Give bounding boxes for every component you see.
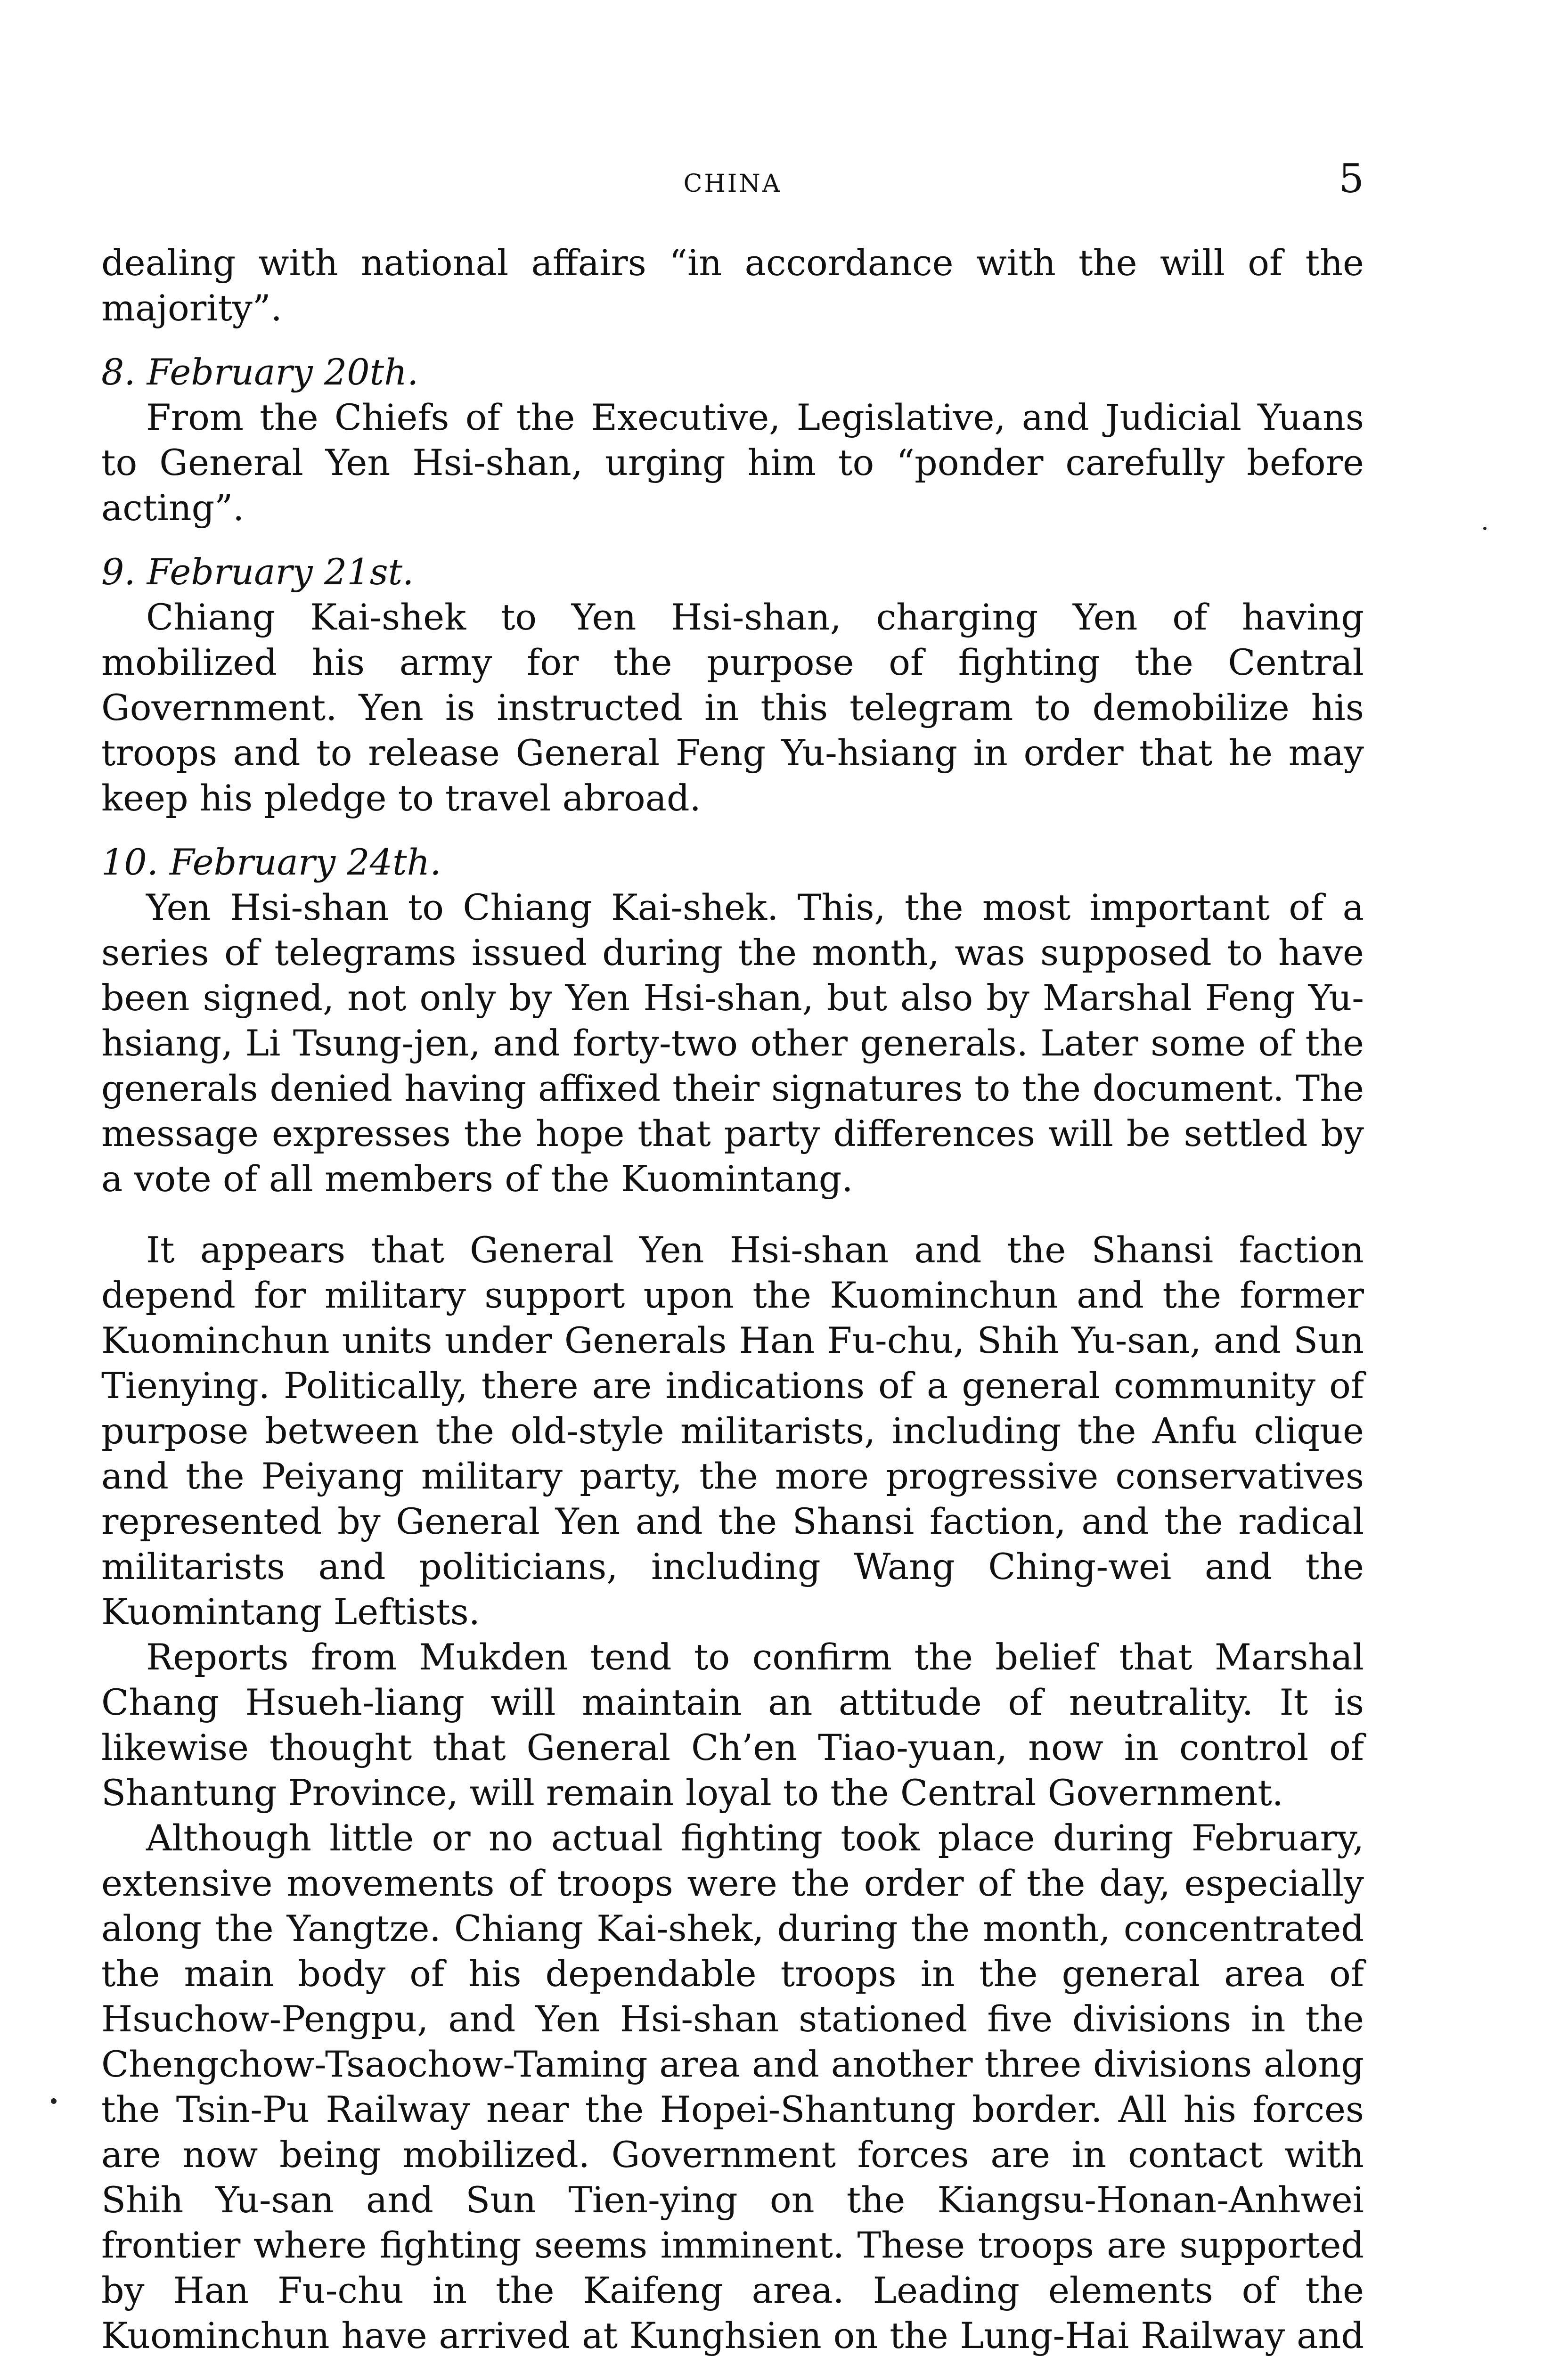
body-text xyxy=(101,240,1364,2356)
item-heading: 8. February 20th. xyxy=(101,351,419,393)
item-heading: 9. February 21st. xyxy=(101,551,414,593)
continuation-paragraph: dealing with national affairs “in accordance with the will of the majority”. xyxy=(101,242,1364,329)
item-text: From the Chiefs of the Executive, Legislative, and Judicial Yuans to General Yen Hsi-shan, urging him to “ponder carefully before acting”. xyxy=(101,396,1364,529)
running-head: CHINA xyxy=(683,170,782,198)
item-text: Chiang Kai-shek to Yen Hsi-shan, charging Yen of having mobilized his army for the purpose of fighting the Central Government. Yen is instructed in this telegram to demobilize his troops and to release General Feng Yu-hsiang in order that he may keep his pledge to travel abroad. xyxy=(101,596,1364,819)
margin-speck xyxy=(1483,527,1486,530)
page-number: 5 xyxy=(1339,155,1364,202)
body-paragraph: Although little or no actual fighting took place during February, extensive movements of troops were the order of the day, especially along the Yangtze. Chiang Kai-shek, during the month, concentrated the main body of his dependable troops in the general area of Hsuchow-Pengpu, and Yen Hsi-shan stationed five divisions in the Chengchow-Tsaochow-Taming area and another three divisions along the Tsin-Pu Railway near the Hopei-Shantung border. All his forces are now being mobilized. Government forces are in contact with Shih Yu-san and Sun Tien-ying on the Kiangsu-Honan-Anhwei frontier where fighting seems imminent. These troops are supported by Han Fu-chu in the Kaifeng area. Leading elements of the Kuominchun have arrived at Kunghsien on the Lung-Hai Railway and xyxy=(101,1817,1364,2356)
body-paragraph: It appears that General Yen Hsi-shan and the Shansi faction depend for military support upon the Kuominchun and the former Kuominchun units under Generals Han Fu-chu, Shih Yu-san, and Sun Tienying. Politically, there are indications of a general community of purpose between the old-style militarists, including the Anfu clique and the Peiyang military party, the more progressive conservatives represented by General Yen and the Shansi faction, and the radical militarists and politicians, including Wang Ching-wei and the Kuomintang Leftists. xyxy=(101,1229,1364,1633)
item-heading: 10. February 24th. xyxy=(101,841,441,883)
page-header xyxy=(101,155,1364,207)
margin-bullet-mark xyxy=(51,2098,57,2104)
body-paragraph: Reports from Mukden tend to confirm the belief that Marshal Chang Hsueh-liang will maintain an attitude of neutrality. It is likewise thought that General Ch’en Tiao-yuan, now in control of Shantung Province, will remain loyal to the Central Government. xyxy=(101,1636,1364,1814)
item-text: Yen Hsi-shan to Chiang Kai-shek. This, the most important of a series of telegrams issued during the month, was supposed to have been signed, not only by Yen Hsi-shan, but also by Marshal Feng Yu-hsiang, Li Tsung-jen, and forty-two other generals. Later some of the generals denied having affixed their signatures to the document. The message expresses the hope that party differences will be settled by a vote of all members of the Kuomintang. xyxy=(101,886,1364,1200)
